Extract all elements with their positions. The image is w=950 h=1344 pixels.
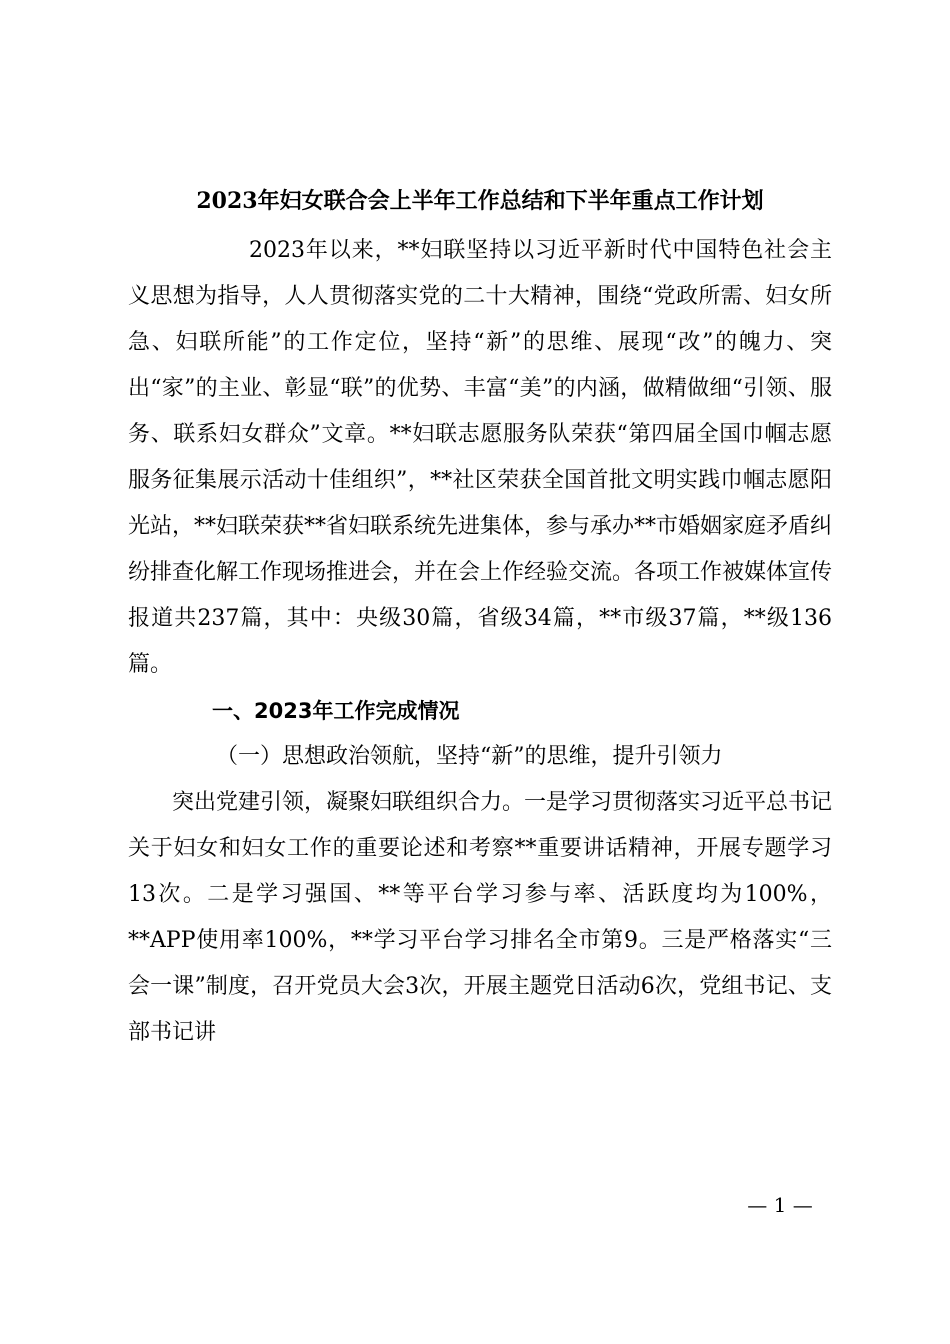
page-number: — 1 — <box>747 1193 813 1217</box>
subsection-heading: （一）思想政治领航，坚持“新”的思维，提升引领力 <box>216 744 723 769</box>
body-paragraph: 突出党建引领，凝聚妇联组织合力。一是学习贯彻落实习近平总书记关于妇女和妇女工作的重要论述和考察**重要讲话精神，开展专题学习13次。二是学习强国、**等平台学习参与率、活跃度均为100%，**APP使用率100%，**学习平台学习排名全市第9。三是严格落实“三会一课”制度，召开党员大会3次，开展主题党日活动6次，党组书记、支部书记讲 <box>128 790 833 1045</box>
intro-paragraph: 2023年以来，**妇联坚持以习近平新时代中国特色社会主义思想为指导，人人贯彻落实党的二十大精神，围绕“党政所需、妇女所急、妇联所能”的工作定位，坚持“新”的思维、展现“改”的魄力、突出“家”的主业、彰显“联”的优势、丰富“美”的内涵，做精做细“引领、服务、联系妇女群众”文章。**妇联志愿服务队荣获“第四届全国巾帼志愿服务征集展示活动十佳组织”，**社区荣获全国首批文明实践巾帼志愿阳光站，**妇联荣获**省妇联系统先进集体，参与承办**市婚姻家庭矛盾纠纷排查化解工作现场推进会，并在会上作经验交流。各项工作被媒体宣传报道共237篇，其中：央级30篇，省级34篇，**市级37篇，**级136篇。 <box>128 238 833 677</box>
section-heading: 一、2023年工作完成情况 <box>212 699 460 723</box>
document-title: 2023年妇女联合会上半年工作总结和下半年重点工作计划 <box>196 188 764 214</box>
document-body <box>128 228 832 1056</box>
